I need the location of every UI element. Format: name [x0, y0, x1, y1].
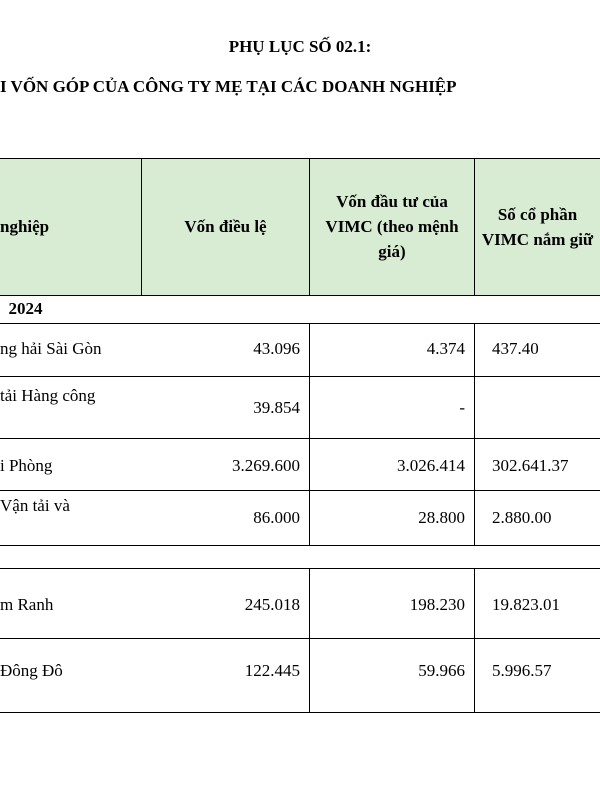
row-divider — [0, 490, 600, 491]
row-shares-held: 5.996.57 — [492, 661, 552, 680]
row-vimc-investment: 198.230 — [409, 595, 465, 614]
row-vimc-investment: 3.026.414 — [397, 456, 465, 475]
row-charter-capital: 3.269.600 — [232, 456, 300, 475]
row-company-name: Đông Đô — [0, 661, 63, 680]
column-divider — [474, 568, 475, 712]
row-divider — [0, 568, 600, 569]
row-company-name: tải Hàng công — [0, 386, 96, 405]
appendix-title: PHỤ LỤC SỐ 02.1: — [228, 37, 372, 56]
section-label: 2024 — [8, 299, 43, 318]
row-charter-capital: 43.096 — [253, 339, 300, 358]
header-charter-capital: Vốn điều lệ — [184, 217, 267, 236]
column-divider — [474, 323, 475, 545]
row-shares-held: 2.880.00 — [492, 508, 552, 527]
row-divider — [0, 545, 600, 546]
row-vimc-investment: 4.374 — [426, 339, 465, 358]
table-border-bottom — [0, 712, 600, 713]
row-shares-held: 437.40 — [492, 339, 539, 358]
row-shares-held: 302.641.37 — [492, 456, 569, 475]
row-company-name: Vận tải và — [0, 496, 70, 515]
header-shares-held: Số cổ phần VIMC nắm giữ — [481, 204, 594, 249]
row-vimc-investment: - — [459, 398, 465, 417]
row-divider — [0, 376, 600, 377]
column-divider — [309, 568, 310, 712]
appendix-subtitle: I VỐN GÓP CỦA CÔNG TY MẸ TẠI CÁC DOANH NGHIỆP — [0, 77, 457, 96]
row-company-name: i Phòng — [0, 456, 53, 475]
row-charter-capital: 86.000 — [253, 508, 300, 527]
row-divider — [0, 638, 600, 639]
row-vimc-investment: 59.966 — [418, 661, 465, 680]
row-divider — [0, 323, 600, 324]
row-company-name: ng hải Sài Gòn — [0, 339, 102, 358]
row-charter-capital: 122.445 — [244, 661, 300, 680]
row-vimc-investment: 28.800 — [418, 508, 465, 527]
row-divider — [0, 438, 600, 439]
row-charter-capital: 245.018 — [244, 595, 300, 614]
row-shares-held: 19.823.01 — [492, 595, 560, 614]
header-vimc-investment: Vốn đầu tư của VIMC (theo mệnh giá) — [325, 192, 459, 261]
row-company-name: m Ranh — [0, 595, 54, 614]
header-company: nghiệp — [0, 217, 50, 236]
row-charter-capital: 39.854 — [253, 398, 300, 417]
table-header-bottom — [0, 295, 600, 296]
